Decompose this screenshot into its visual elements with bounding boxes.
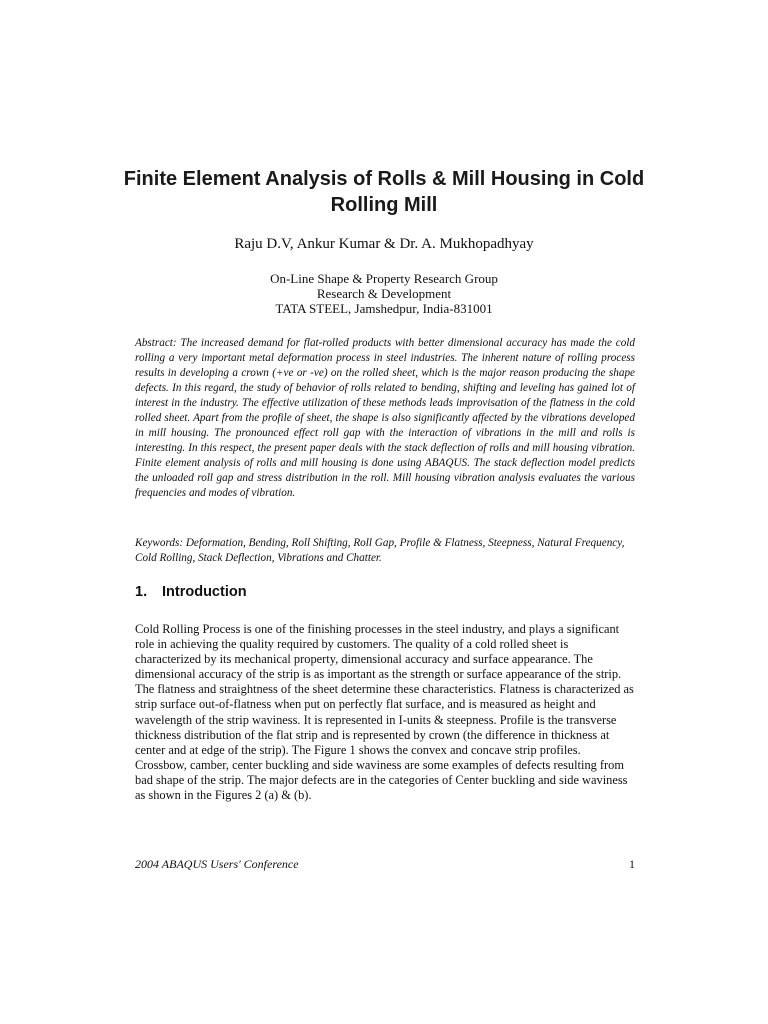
affiliation-department: Research & Development (316, 286, 452, 301)
affiliation-block (100, 271, 668, 316)
footer-conference: 2004 ABAQUS Users' Conference (135, 857, 299, 871)
footer-page-number: 1 (629, 857, 635, 871)
paper-authors: Raju D.V, Ankur Kumar & Dr. A. Mukhopadhyay (234, 236, 534, 252)
affiliation-organization: TATA STEEL, Jamshedpur, India-831001 (275, 301, 493, 316)
paper-title: Finite Element Analysis of Rolls & Mill Housing in Cold Rolling Mill (123, 168, 645, 216)
keywords-paragraph: Keywords: Deformation, Bending, Roll Shifting, Roll Gap, Profile & Flatness, Steepness, Natural Frequency, Cold Rolling, Stack Deflection, Vibrations and Chatter. (135, 537, 625, 564)
section-title: Introduction (162, 584, 247, 600)
section-number: 1. (135, 584, 148, 600)
abstract-paragraph: Abstract: The increased demand for flat-rolled products with better dimensional accuracy has made the cold rolling a very important metal deformation process in steel industries. The inherent nature of rolling process results in developing a crown (+ve or -ve) on the rolled sheet, which is the major reason producing the shape defects. In this regard, the study of behavior of rolls related to bending, shifting and leveling has gained lot of interest in the industry. The effective utilization of these methods leads improvisation of the flatness in the cold rolled sheet. Apart from the profile of sheet, the shape is also significantly affected by the vibrations developed in mill housing. The pronounced effect roll gap with the interaction of vibrations in the mill and rolls is interesting. In this respect, the present paper deals with the stack deflection of rolls and mill housing vibration. Finite element analysis of rolls and mill housing is done using ABAQUS. The stack deflection model predicts the unloaded roll gap and stress distribution in the roll. Mill housing vibration analysis evaluates the various frequencies and modes of vibration. (135, 337, 635, 499)
introduction-paragraph: Cold Rolling Process is one of the finishing processes in the steel industry, and plays a significant role in achieving the quality required by customers. The quality of a cold rolled sheet is characterized by its mechanical property, dimensional accuracy and surface appearance. The dimensional accuracy of the strip is as important as the strength or surface appearance of the strip. The flatness and straightness of the sheet determine these characteristics. Flatness is characterized as strip surface out-of-flatness when put on perfectly flat surface, and is measured as height and wavelength of the strip waviness. It is represented in I-units & steepness. Profile is the transverse thickness distribution of the flat strip and is represented by crown (the difference in thickness at center and at edge of the strip). The Figure 1 shows the convex and concave strip profiles. Crossbow, camber, center buckling and side waviness are some examples of defects resulting from bad shape of the strip. The major defects are in the categories of Center buckling and side waviness as shown in the Figures 2 (a) & (b). (135, 622, 634, 803)
section-heading-introduction (135, 583, 247, 601)
affiliation-group: On-Line Shape & Property Research Group (270, 271, 498, 286)
